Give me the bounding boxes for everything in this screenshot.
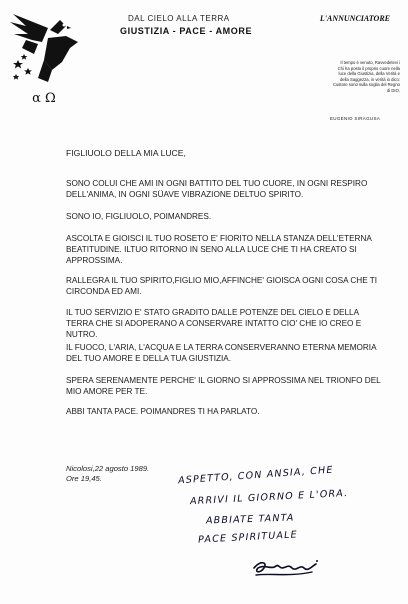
time: Ore 19,45. xyxy=(66,474,102,483)
letter-paragraph: ASCOLTA E GIOISCI IL TUO ROSETO E' FIORITO NELLA STANZA DELL'ETERNA BEATITUDINE. ILTUO RITORNO IN SENO ALLA LUCE CHE TI HA CREATO SI APPROSSIMA. xyxy=(66,234,372,266)
letter-paragraph: SONO IO, FIGLIUOLO, POIMANDRES. xyxy=(66,212,212,221)
epigraph-line: Chi ha posto il proprio cuore nella xyxy=(337,65,400,71)
epigraph-line: luce della Giustizia, della Verità e xyxy=(338,71,400,77)
letter-paragraph: IL FUOCO, L'ARIA, L'ACQUA E LA TERRA CONSERVERANNO ETERNA MEMORIA DEL TUO AMORE E DELLA TUA GIUSTIZIA. xyxy=(66,343,377,364)
epigraph-author: EUGENIO SIRAGUSA xyxy=(330,116,381,121)
header-subtitle: DAL CIELO ALLA TERRA xyxy=(128,14,230,23)
epigraph-line: della Saggezza, in verità io dico: xyxy=(339,76,400,82)
brand-name: L'ANNUNCIATORE xyxy=(319,14,390,23)
letter-paragraph: RALLEGRA IL TUO SPIRITO,FIGLIO MIO,AFFINCHE' GIOISCA OGNI COSA CHE TI CIRCONDA ED AMI. xyxy=(66,276,378,297)
handwritten-line: ABBIATE TANTA xyxy=(205,512,295,527)
letter-greeting: FIGLIUOLO DELLA MIA LUCE, xyxy=(66,148,186,158)
letter-paragraph: SONO COLUI CHE AMI IN OGNI BATTITO DEL TUO CUORE, IN OGNI RESPIRO DELL'ANIMA, IN OGNI SÜAVE VIBRAZIONE DELTUO SPIRITO. xyxy=(66,179,368,200)
letter-paragraph: SPERA SERENAMENTE PERCHE' IL GIORNO SI APPROSSIMA NEL TRIONFO DEL MIO AMORE PER TE. xyxy=(66,376,381,397)
signature-icon xyxy=(250,558,322,580)
handwritten-line: ASPETTO, CON ANSIA, CHE xyxy=(177,464,334,487)
place-date: Nicolosi,22 agosto 1989. xyxy=(66,464,150,473)
epigraph-line: Custore sono sulla soglia del Regno xyxy=(332,82,400,88)
epigraph-line: di DIO. xyxy=(386,87,400,93)
letter-paragraph: ABBI TANTA PACE. POIMANDRES TI HA PARLATO. xyxy=(66,407,260,416)
epigraph-line: Il tempo è venuto, Ravvedetevi i xyxy=(340,60,400,65)
epigraph-box xyxy=(305,60,400,94)
header-title: GIUSTIZIA - PACE - AMORE xyxy=(120,26,253,36)
handwritten-line: PACE SPIRITUALE xyxy=(197,529,299,546)
handwritten-line: ARRIVI IL GIORNO E L'ORA. xyxy=(189,487,349,508)
alpha-omega-symbols: α Ω xyxy=(32,91,56,106)
letter-paragraph: IL TUO SERVIZIO E' STATO GRADITO DALLE POTENZE DEL CIELO E DELLA TERRA CHE SI ADOPERANO A CONSERVARE INTATTO CIO' CHE IO CREO E NUTRO. xyxy=(66,308,362,340)
letter-dateline xyxy=(66,464,149,484)
eagle-logo-icon xyxy=(8,8,88,108)
